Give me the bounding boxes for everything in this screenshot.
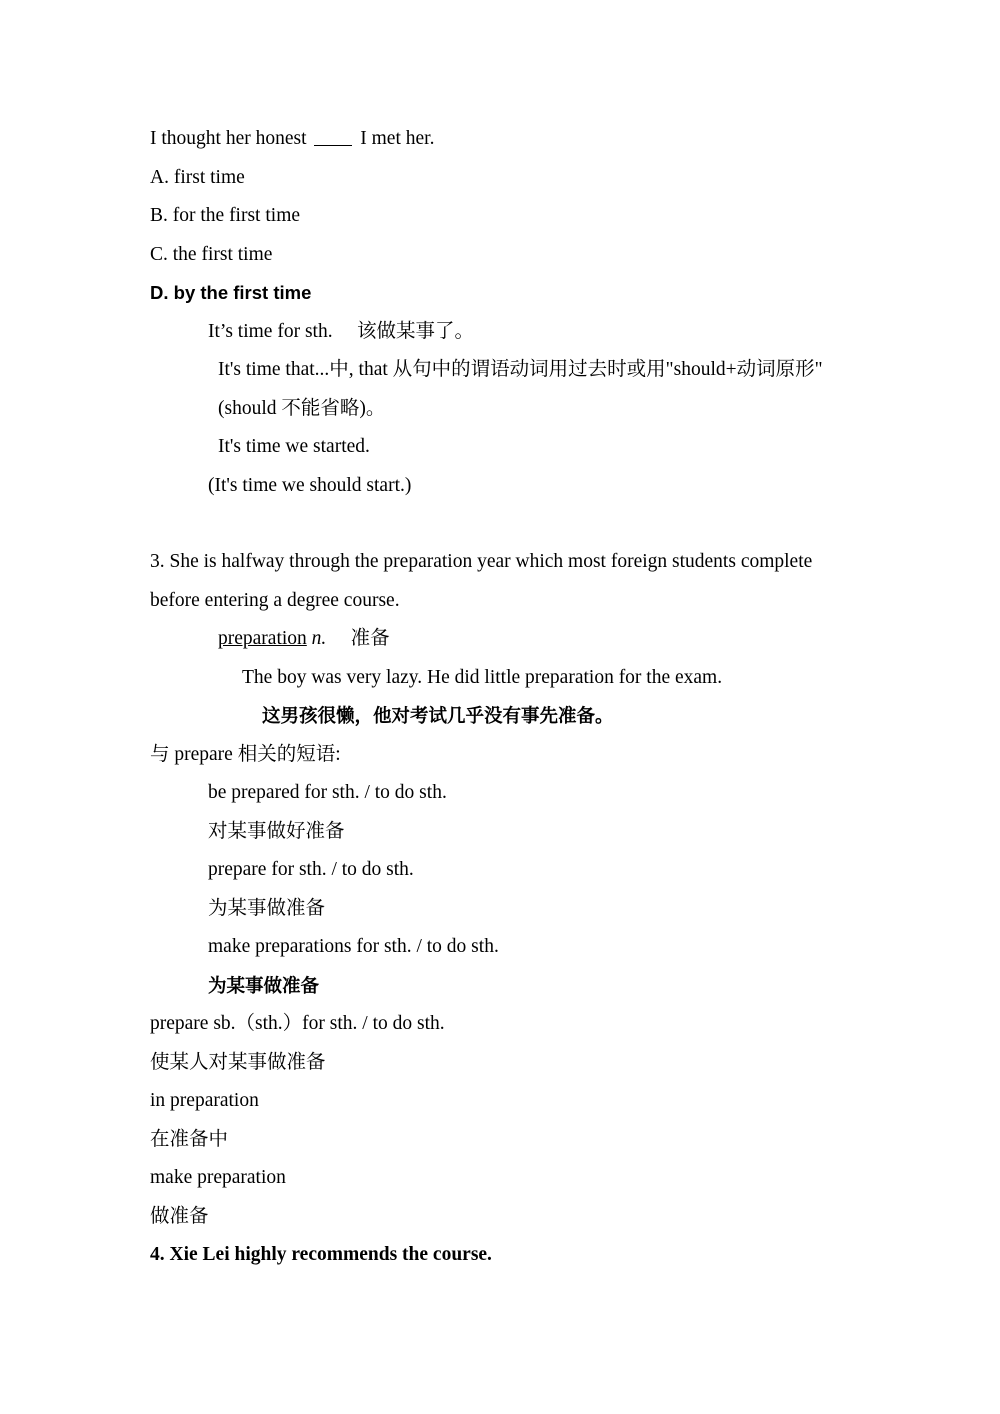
item-3-text: She is halfway through the preparation year which most foreign students complete before entering a degree course. — [150, 551, 813, 611]
note-its-time-for-sth: It’s time for sth. 该做某事了。 — [208, 320, 474, 342]
vocab-meaning: 准备 — [350, 628, 390, 649]
answer-blank — [314, 145, 352, 146]
spacer-1 — [150, 505, 850, 543]
phrase-cn-5: 在准备中 — [150, 1128, 229, 1150]
phrase-en-2: prepare for sth. / to do sth. — [208, 859, 414, 880]
vocab-example-en: The boy was very lazy. He did little preparation for the exam. — [242, 666, 723, 688]
item-4-heading: 4. Xie Lei highly recommends the course. — [150, 1244, 492, 1265]
vocab-word: preparation — [218, 628, 307, 649]
phrase-cn-6: 做准备 — [150, 1205, 209, 1227]
phrase-en-5: in preparation — [150, 1090, 259, 1111]
phrase-en-6: make preparation — [150, 1167, 286, 1188]
question-stem-before: I thought her honest — [150, 128, 312, 149]
phrase-cn-3: 为某事做准备 — [208, 974, 320, 996]
vocab-entry — [150, 620, 850, 659]
option-d: D. by the first time — [150, 282, 312, 303]
question-stem — [150, 120, 850, 159]
question-stem-after: I met her. — [355, 128, 435, 149]
note-example-started: It's time we started. — [218, 436, 370, 457]
note-its-time-that: It's time that...中, that 从句中的谓语动词用过去时或用"should+动词原形"(should 不能省略)。 — [218, 359, 823, 419]
vocab-pos: n. — [311, 628, 327, 649]
phrase-cn-1: 对某事做好准备 — [208, 820, 345, 842]
phrase-cn-4: 使某人对某事做准备 — [150, 1051, 326, 1073]
option-a: A. first time — [150, 166, 245, 188]
option-b: B. for the first time — [150, 205, 301, 226]
note-example-should-start: (It's time we should start.) — [208, 474, 412, 496]
vocab-example-cn: 这男孩很懒，他对考试几乎没有事先准备。 — [262, 705, 614, 726]
phrases-heading: 与 prepare 相关的短语: — [150, 743, 341, 765]
phrase-en-1: be prepared for sth. / to do sth. — [208, 782, 447, 803]
option-c: C. the first time — [150, 243, 273, 265]
phrase-cn-2: 为某事做准备 — [208, 897, 326, 919]
phrase-en-4: prepare sb.（sth.）for sth. / to do sth. — [150, 1013, 445, 1034]
item-3-sentence — [150, 543, 850, 620]
phrase-en-3: make preparations for sth. / to do sth. — [208, 936, 499, 957]
item-3-number: 3. — [150, 551, 165, 572]
